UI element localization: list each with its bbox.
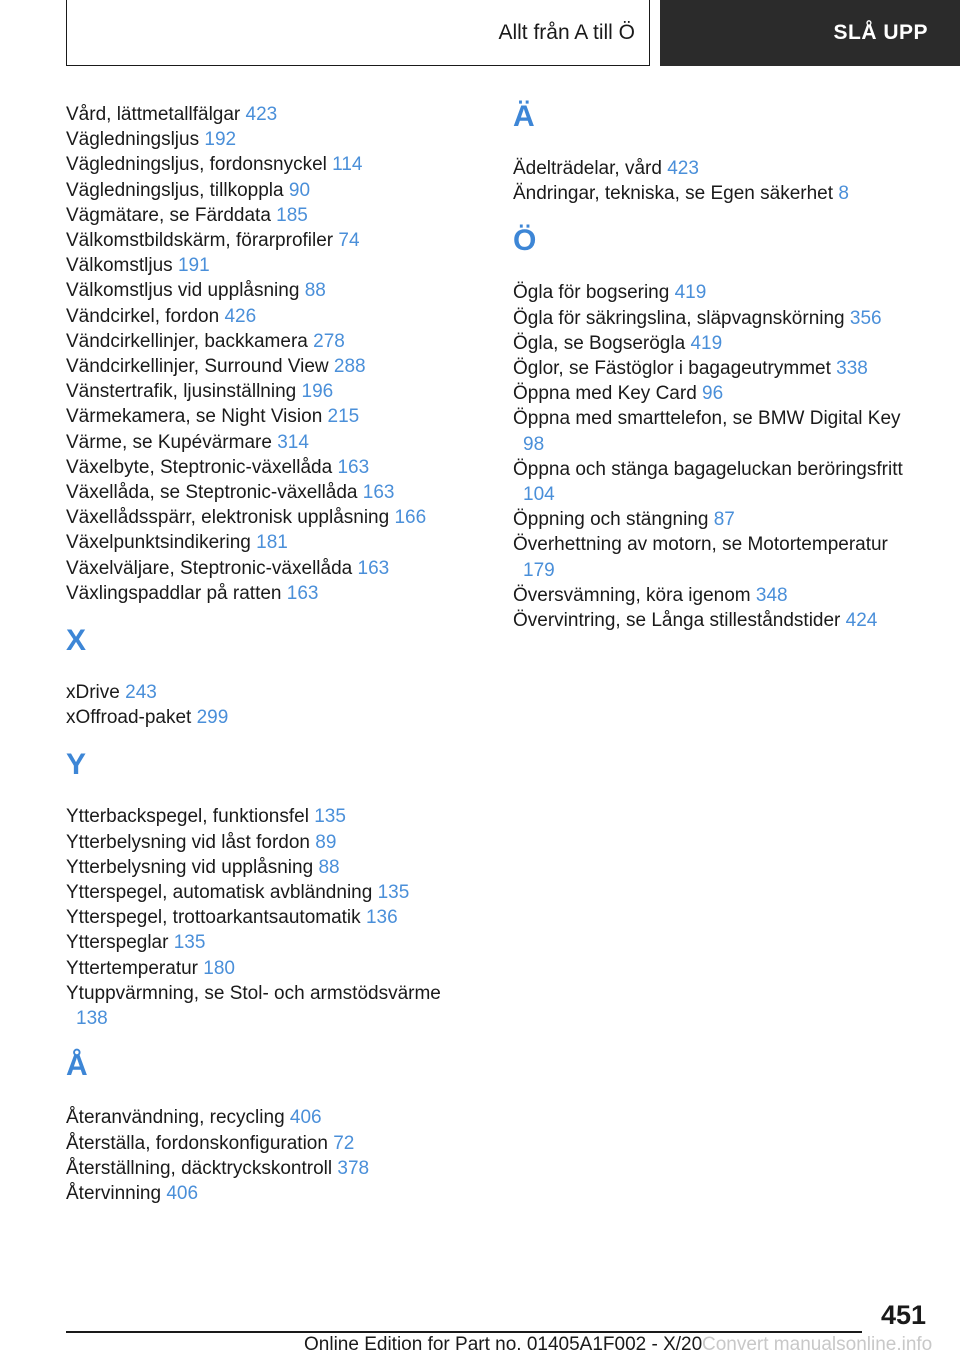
index-entry (66, 430, 466, 455)
section-letter: X (66, 624, 87, 658)
page-reference-link[interactable]: 72 (333, 1132, 355, 1154)
entry-text: Återställa, fordonskonfiguration (66, 1132, 328, 1154)
index-entry (66, 880, 466, 905)
entry-text: Ändringar, tekniska, se Egen säkerhet (513, 183, 834, 205)
index-entry (66, 455, 466, 480)
page-reference-link[interactable]: 278 (313, 330, 345, 352)
page-reference-link[interactable]: 135 (377, 882, 410, 904)
page-reference-link[interactable]: 419 (674, 282, 707, 304)
section-letter: Ö (513, 224, 537, 258)
index-entry (513, 532, 913, 582)
page-reference-link[interactable]: 8 (838, 183, 849, 205)
page-reference-link[interactable]: 135 (173, 932, 206, 954)
entry-text: Ytterspegel, automatisk avbländning (66, 882, 373, 904)
page-reference-link[interactable]: 166 (394, 507, 427, 529)
entry-text: Ögla för säkringslina, släpvagnskörning (513, 307, 845, 329)
section-letter: Å (66, 1049, 88, 1083)
index-entry (66, 228, 466, 253)
index-entry (513, 608, 913, 633)
index-entry (66, 278, 466, 303)
index-entry (513, 331, 913, 356)
page-reference-link[interactable]: 135 (314, 806, 346, 828)
entry-text: Ytterspeglar (66, 932, 169, 954)
page-reference-link[interactable]: 288 (333, 356, 366, 378)
index-entry (66, 680, 466, 705)
page-number: 451 (880, 1300, 926, 1330)
page-reference-link[interactable]: 88 (318, 856, 340, 878)
index-entry (513, 280, 913, 305)
page-reference-link[interactable]: 196 (301, 381, 334, 403)
entry-text: Ädelträdelar, vård (513, 158, 662, 179)
index-entry (66, 480, 466, 505)
entry-text: Växelpunktsindikering (66, 532, 251, 554)
page-reference-link[interactable]: 424 (845, 610, 878, 632)
index-entry (513, 356, 913, 381)
index-entry (66, 152, 466, 177)
index-entry (513, 583, 913, 608)
entry-text: Vägledningsljus, tillkoppla (66, 179, 284, 201)
index-entry (66, 329, 466, 354)
page-reference-link[interactable]: 348 (755, 584, 788, 606)
page-reference-link[interactable]: 299 (196, 707, 229, 729)
entry-text: Öppna med Key Card (513, 383, 697, 405)
page-reference-link[interactable]: 426 (224, 305, 257, 327)
entry-text: Växelbyte, Steptronic-växellåda (66, 456, 333, 478)
index-entry (66, 1105, 466, 1130)
index-entry (66, 981, 466, 1031)
index-entry (66, 804, 466, 829)
index-entry (66, 253, 466, 278)
page-reference-link[interactable]: 243 (125, 682, 157, 704)
index-entry (66, 830, 466, 855)
page-reference-link[interactable]: 74 (338, 230, 360, 252)
entry-text: Vägledningsljus, fordonsnyckel (66, 154, 327, 176)
page-reference-link[interactable]: 356 (849, 307, 882, 329)
entry-text: Växellåda, se Steptronic-växellåda (66, 482, 358, 504)
index-entry (513, 306, 913, 331)
page-reference-link[interactable]: 181 (256, 532, 288, 554)
page-reference-link[interactable]: 163 (286, 582, 319, 604)
entry-text: Ögla, se Bogserögla (513, 332, 686, 354)
index-entry (513, 406, 913, 456)
index-entry (513, 507, 913, 532)
entry-text: Välkomstbildskärm, förarprofiler (66, 230, 334, 252)
index-entry (66, 203, 466, 228)
entry-text: Vändcirkel, fordon (66, 305, 220, 327)
entry-text: Växlingspaddlar på ratten (66, 582, 282, 604)
entry-text: Växellådsspärr, elektronisk upplåsning (66, 507, 390, 529)
page-reference-link[interactable]: 163 (357, 557, 390, 579)
entry-text: Öglor, se Fästöglor i bagageutrymmet (513, 358, 831, 380)
entry-text: Vändcirkellinjer, Surround View (66, 356, 329, 378)
page-reference-link[interactable]: 89 (315, 831, 337, 853)
page-reference-link[interactable]: 90 (288, 179, 311, 201)
entry-text: Värmekamera, se Night Vision (66, 406, 323, 428)
page-reference-link[interactable]: 180 (203, 957, 235, 979)
index-entry (66, 379, 466, 404)
page-reference-link[interactable]: 179 (523, 559, 555, 581)
page-reference-link[interactable]: 423 (667, 158, 699, 179)
page-reference-link[interactable]: 114 (332, 154, 363, 176)
page-reference-link[interactable]: 136 (365, 907, 398, 929)
page-reference-link[interactable]: 185 (276, 204, 308, 226)
entry-text: Översvämning, köra igenom (513, 584, 751, 606)
page-reference-link[interactable]: 88 (304, 280, 326, 302)
tab-lookup[interactable]: SLÅ UPP (660, 0, 960, 66)
index-entry (66, 905, 466, 930)
page-reference-link[interactable]: 314 (277, 431, 309, 453)
page-reference-link[interactable]: 96 (702, 383, 724, 405)
entry-text: Ytterbackspegel, funktionsfel (66, 806, 309, 828)
index-entry (66, 354, 466, 379)
entry-text: xDrive (66, 682, 120, 704)
page-reference-link[interactable]: 378 (337, 1157, 370, 1179)
top-navigation (0, 0, 960, 66)
page-reference-link[interactable]: 423 (245, 104, 278, 125)
section-letter: Ä (513, 100, 535, 133)
entry-text: xOffroad-paket (66, 707, 192, 729)
index-entry (66, 505, 466, 530)
index-entry (66, 705, 466, 730)
entry-text: Öppna med smarttelefon, se BMW Digital Key (513, 408, 901, 430)
entry-text: Återanvändning, recycling (66, 1107, 285, 1129)
tab-index-a-to-o[interactable]: Allt från A till Ö (66, 0, 650, 66)
index-entry (66, 178, 466, 203)
entry-text: Öppna och stänga bagageluckan beröringsfritt (513, 458, 903, 480)
entry-text: Vägledningsljus (66, 129, 200, 151)
page-reference-link[interactable]: 163 (362, 482, 395, 504)
page-reference-link[interactable]: 406 (289, 1107, 322, 1129)
index-entry (66, 956, 466, 981)
index-entry (66, 102, 466, 127)
page-reference-link[interactable]: 419 (690, 332, 723, 354)
index-entry (66, 404, 466, 429)
index-entry (66, 556, 466, 581)
entry-text: Ytterbelysning vid låst fordon (66, 831, 310, 853)
entry-text: Värme, se Kupévärmare (66, 431, 272, 453)
page-reference-link[interactable]: 104 (523, 484, 555, 506)
entry-text: Vägmätare, se Färddata (66, 204, 271, 226)
entry-text: Ögla för bogsering (513, 282, 670, 304)
index-entry (66, 530, 466, 555)
page-reference-link[interactable]: 406 (166, 1182, 199, 1204)
index-entry (66, 581, 466, 606)
index-entry (66, 1181, 466, 1206)
entry-text: Ytuppvärmning, se Stol- och armstödsvärme (66, 982, 441, 1004)
index-column-right (513, 102, 913, 633)
page-reference-link[interactable]: 215 (327, 406, 360, 428)
entry-text: Vänstertrafik, ljusinställning (66, 381, 297, 403)
entry-text: Växelväljare, Steptronic-växellåda (66, 557, 353, 579)
entry-text: Vändcirkellinjer, backkamera (66, 330, 308, 352)
index-entry (513, 156, 913, 181)
entry-text: Återställning, däcktryckskontroll (66, 1157, 333, 1179)
index-column-left (66, 102, 466, 1206)
index-entry (66, 304, 466, 329)
entry-text: Yttertemperatur (66, 957, 198, 979)
footer-divider (66, 1331, 862, 1333)
entry-text: Övervintring, se Långa stilleståndstider (513, 610, 841, 632)
index-entry (66, 855, 466, 880)
entry-text: Öppning och stängning (513, 509, 709, 531)
entry-text: Återvinning (66, 1182, 162, 1204)
entry-text: Ytterbelysning vid upplåsning (66, 856, 314, 878)
index-entry (66, 1156, 466, 1181)
page-reference-link[interactable]: 191 (177, 255, 210, 277)
entry-text: Välkomstljus (66, 255, 173, 277)
entry-text: Vård, lättmetallfälgar (66, 104, 241, 125)
section-letter: Y (66, 748, 87, 782)
page-reference-link[interactable]: 138 (76, 1008, 108, 1030)
page-reference-link[interactable]: 192 (204, 129, 237, 151)
index-entry (66, 127, 466, 152)
entry-text: Ytterspegel, trottoarkantsautomatik (66, 907, 361, 929)
entry-text: Välkomstljus vid upplåsning (66, 280, 300, 302)
index-entry (513, 457, 913, 507)
index-entry (513, 181, 913, 206)
page-reference-link[interactable]: 87 (713, 509, 735, 531)
watermark: Convert manualsonline.info (702, 1334, 933, 1355)
index-entry (66, 930, 466, 955)
index-entry (513, 381, 913, 406)
page-reference-link[interactable]: 98 (523, 433, 545, 455)
entry-text: Överhettning av motorn, se Motortemperatur (513, 534, 888, 556)
edition-text: Online Edition for Part no. 01405A1F002 - X/20 (304, 1334, 703, 1355)
page-reference-link[interactable]: 163 (337, 456, 370, 478)
index-entry (66, 1131, 466, 1156)
page-reference-link[interactable]: 338 (836, 358, 868, 380)
